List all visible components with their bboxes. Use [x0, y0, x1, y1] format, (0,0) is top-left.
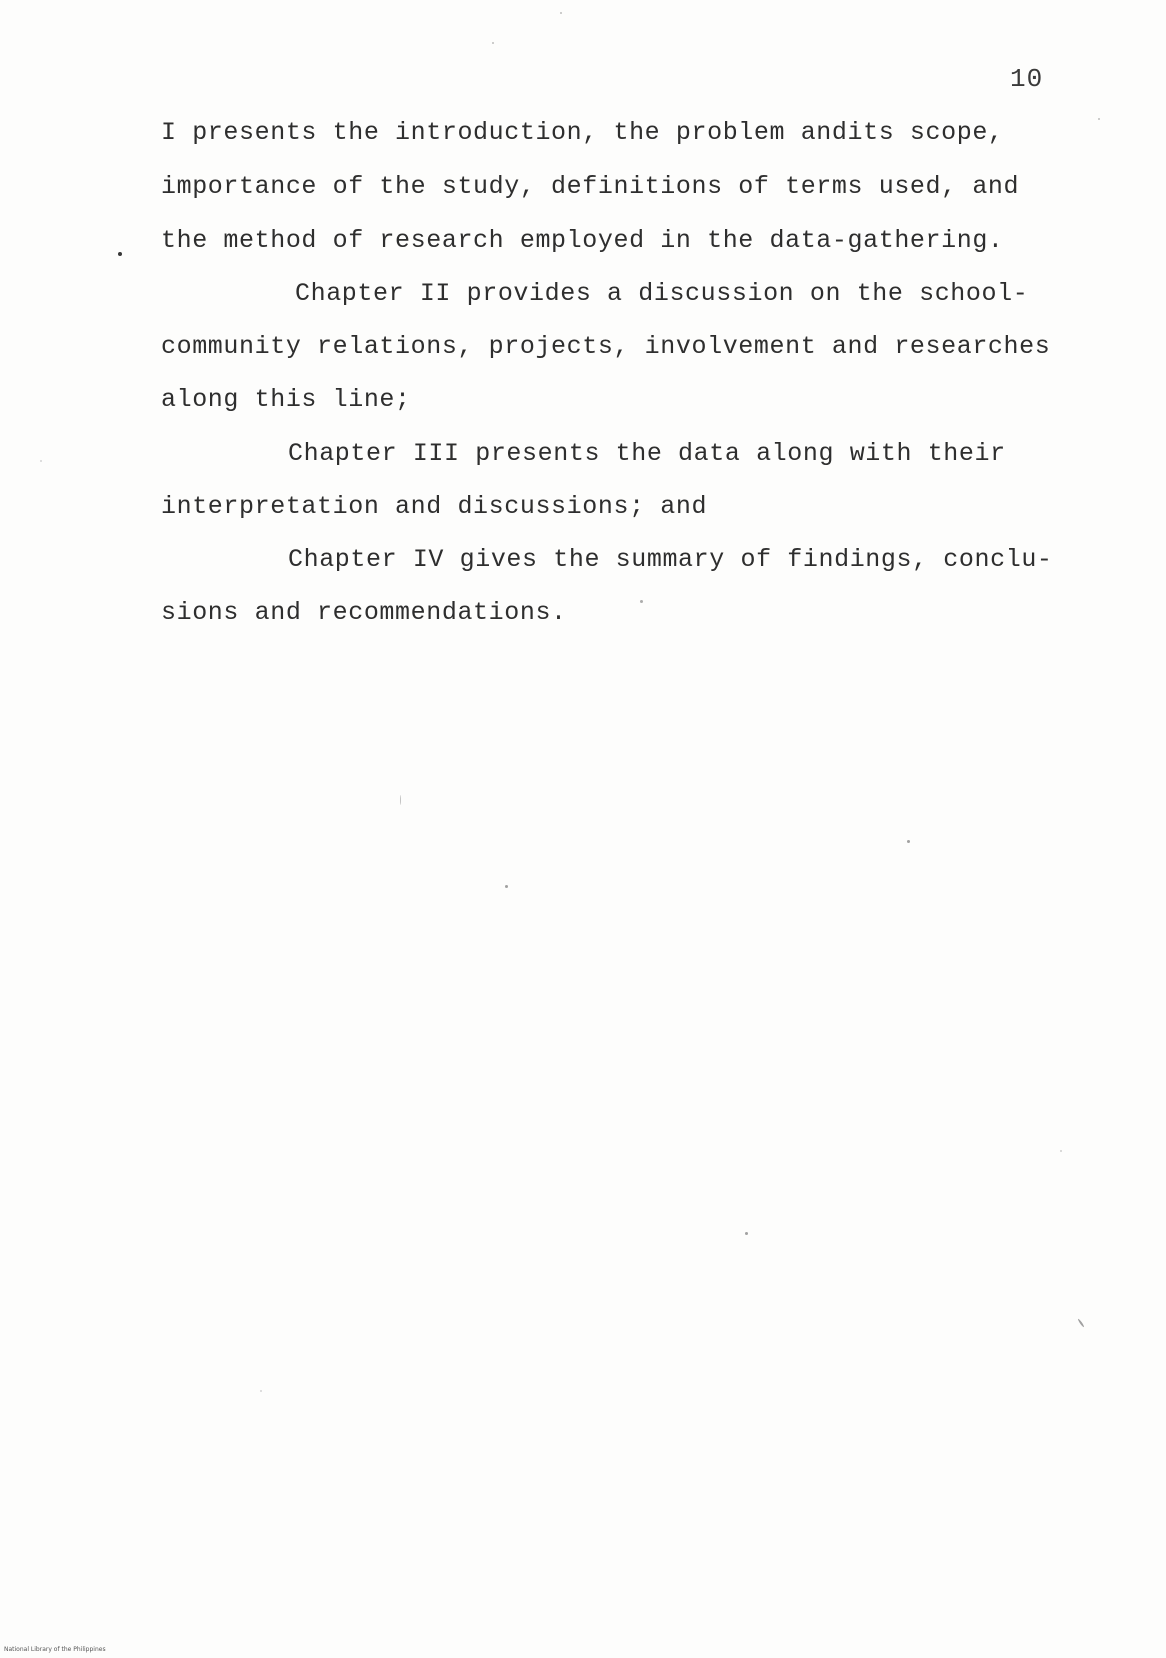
scan-speck: [1077, 1318, 1084, 1327]
scan-speck: [118, 252, 122, 256]
text-line: I presents the introduction, the problem andits scope,: [161, 118, 1004, 147]
text-line: along this line;: [161, 385, 411, 414]
scan-speck: [1098, 118, 1100, 120]
text-line: community relations, projects, involvement and researches: [161, 332, 1051, 361]
text-line: sions and recommendations.: [161, 598, 567, 627]
scan-speck: [400, 795, 401, 805]
text-line: the method of research employed in the data-gathering.: [161, 226, 1004, 255]
scan-speck: [745, 1232, 748, 1235]
page-number: 10: [1010, 64, 1044, 94]
text-line: Chapter IV gives the summary of findings, conclu-: [288, 545, 1053, 574]
scan-speck: [505, 885, 508, 888]
scan-speck: [560, 12, 562, 14]
text-line: importance of the study, definitions of terms used, and: [161, 172, 1020, 201]
text-line: interpretation and discussions; and: [161, 492, 708, 521]
scan-speck: [907, 840, 910, 843]
scan-speck: [492, 42, 494, 44]
scan-speck: [260, 1390, 262, 1392]
scan-speck: [40, 460, 42, 462]
scan-speck: [640, 600, 643, 603]
scan-speck: [1060, 1150, 1062, 1152]
text-line: Chapter II provides a discussion on the school-: [295, 279, 1029, 308]
footer-watermark: National Library of the Philippines: [4, 1646, 106, 1653]
text-line: Chapter III presents the data along with their: [288, 439, 1006, 468]
